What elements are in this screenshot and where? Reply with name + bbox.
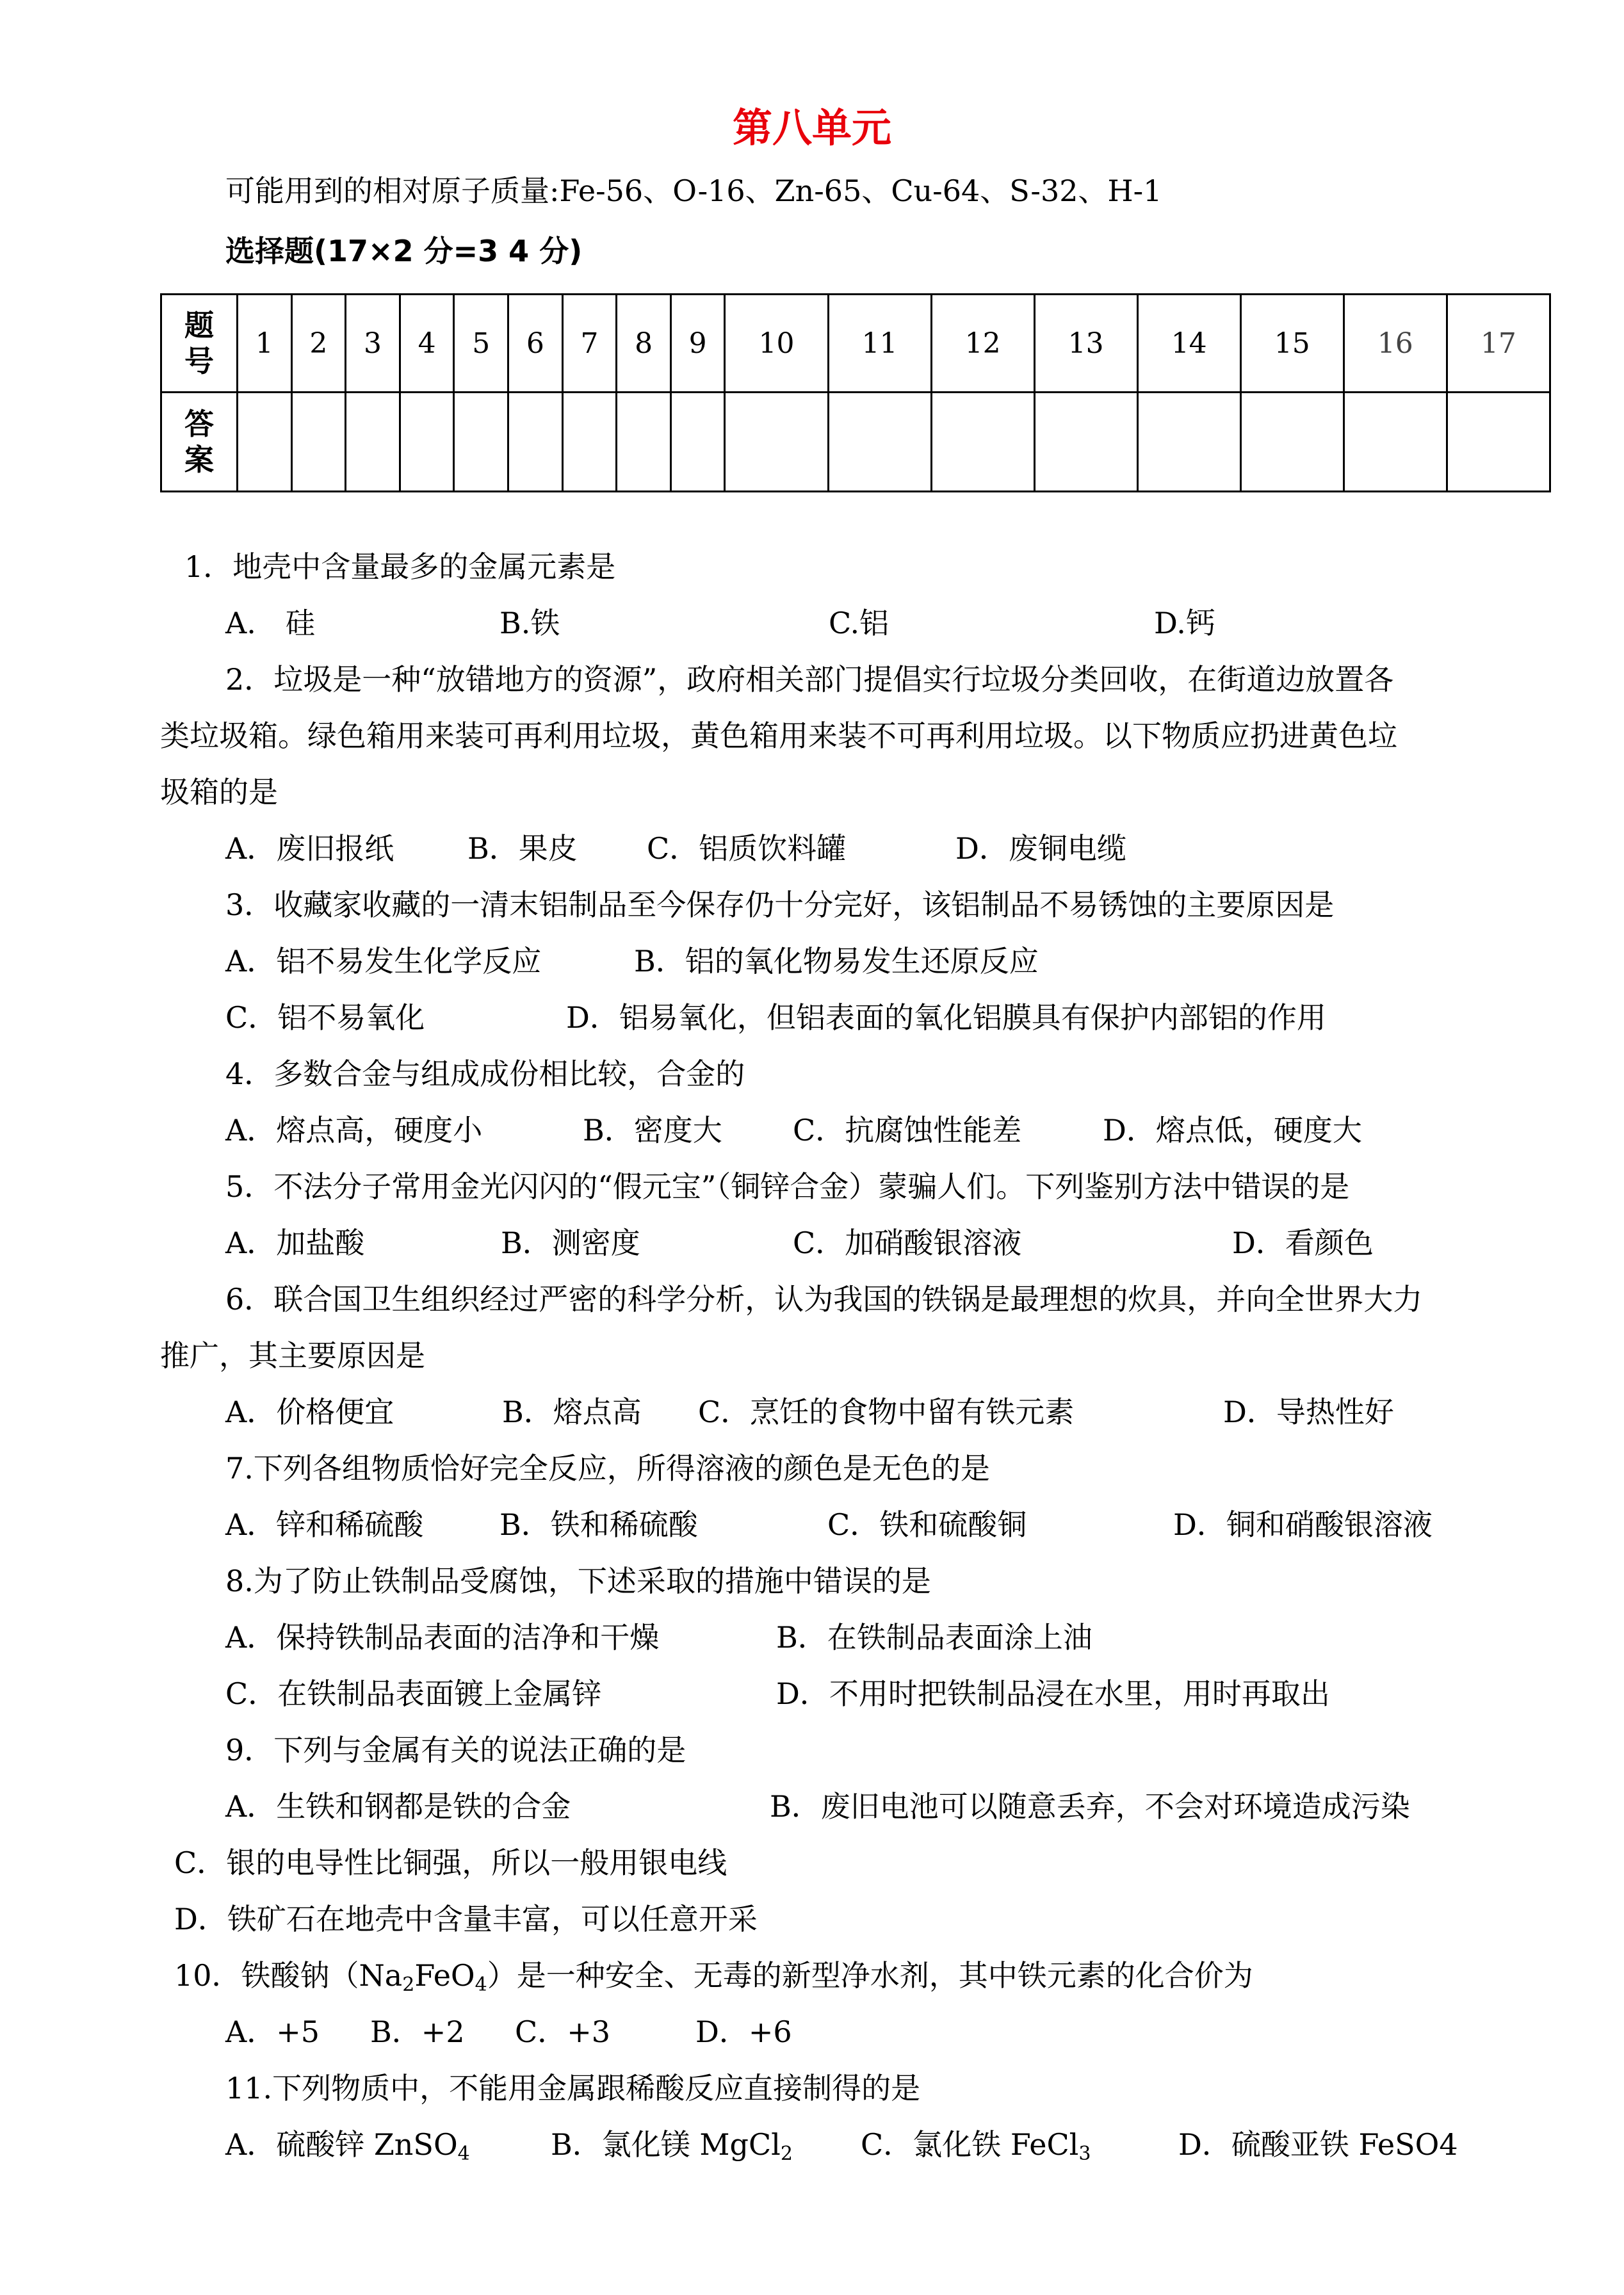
section-heading: 选择题(17×2 分=3 4 分) <box>225 234 583 268</box>
option-c[interactable]: C．烹饪的食物中留有铁元素 <box>698 1395 1075 1429</box>
option-b[interactable]: B．氯化镁 MgCl$_2$ <box>551 2127 793 2165</box>
option-c[interactable]: C．铁和硫酸铜 <box>827 1507 1027 1542</box>
option-c[interactable]: C．加硝酸银溶液 <box>793 1226 1022 1260</box>
answer-cell[interactable] <box>617 393 671 492</box>
answer-cell[interactable] <box>562 393 617 492</box>
option-d[interactable]: D．废铜电缆 <box>955 831 1126 866</box>
option-a[interactable]: A．+5 <box>225 2015 320 2049</box>
answer-cell[interactable] <box>828 393 931 492</box>
option-a[interactable]: A．锌和稀硫酸 <box>225 1507 424 1542</box>
option-a[interactable]: A．废旧报纸 <box>225 831 394 866</box>
answer-cell[interactable] <box>454 393 508 492</box>
question-number-cell: 12 <box>931 295 1034 393</box>
question-2-stem-line1: 2．垃圾是一种“放错地方的资源”，政府相关部门提倡实行垃圾分类回收，在街道边放置各 <box>225 662 1394 697</box>
question-2-stem-line3: 圾箱的是 <box>160 775 278 809</box>
option-c[interactable]: C．铝质饮料罐 <box>647 831 847 866</box>
option-a[interactable]: A．铝不易发生化学反应 <box>225 944 542 978</box>
question-6-stem-line2: 推广，其主要原因是 <box>160 1338 425 1373</box>
question-10-options <box>225 2013 1570 2051</box>
question-number-cell: 17 <box>1447 295 1550 393</box>
option-b[interactable]: B.铁 <box>499 606 560 640</box>
question-number-cell: 1 <box>238 295 292 393</box>
option-c[interactable]: C．氯化铁 FeCl$_3$ <box>861 2127 1091 2165</box>
question-9-stem: 9．下列与金属有关的说法正确的是 <box>225 1733 686 1767</box>
option-a[interactable]: A．生铁和钢都是铁的合金 <box>225 1789 571 1824</box>
question-number-cell: 15 <box>1240 295 1344 393</box>
question-number-cell: 3 <box>346 295 400 393</box>
question-number-row <box>161 295 1550 393</box>
answer-table <box>160 293 1551 492</box>
question-6-stem-line1: 6．联合国卫生组织经过严密的科学分析，认为我国的铁锅是最理想的炊具，并向全世界大力 <box>225 1282 1423 1317</box>
option-d[interactable]: D．铜和硝酸银溶液 <box>1173 1507 1433 1542</box>
option-b[interactable]: B．果皮 <box>467 831 578 866</box>
question-4-stem: 4．多数合金与组成成份相比较，合金的 <box>225 1057 745 1091</box>
option-d[interactable]: D．看颜色 <box>1232 1226 1374 1260</box>
option-b[interactable]: B．密度大 <box>583 1113 722 1148</box>
answer-cell[interactable] <box>291 393 346 492</box>
answer-cell[interactable] <box>931 393 1034 492</box>
question-number-cell: 14 <box>1137 295 1240 393</box>
question-2-options <box>225 829 1570 868</box>
answer-cell[interactable] <box>1137 393 1240 492</box>
question-number-cell: 5 <box>454 295 508 393</box>
option-d[interactable]: D．不用时把铁制品浸在水里，用时再取出 <box>776 1676 1330 1711</box>
option-a[interactable]: A. 硅 <box>225 606 315 640</box>
question-6-options <box>225 1393 1570 1431</box>
option-c[interactable]: C．抗腐蚀性能差 <box>793 1113 1022 1148</box>
question-number-cell: 8 <box>617 295 671 393</box>
option-b[interactable]: B．+2 <box>370 2015 465 2049</box>
option-b[interactable]: B．熔点高 <box>502 1395 642 1429</box>
question-10-stem: 10．铁酸钠$(Na_2FeO_4)$是一种安全、无毒的新型净水剂，其中铁元素的化合价为 <box>174 1958 1253 1996</box>
question-number-cell: 9 <box>670 295 725 393</box>
option-c[interactable]: C．银的电导性比铜强，所以一般用银电线 <box>174 1845 727 1880</box>
question-8-stem: 8.为了防止铁制品受腐蚀，下述采取的措施中错误的是 <box>225 1564 931 1598</box>
answer-cell[interactable] <box>346 393 400 492</box>
question-4-options <box>225 1111 1570 1149</box>
question-number-cell: 2 <box>291 295 346 393</box>
answer-cell[interactable] <box>1447 393 1550 492</box>
question-11-stem: 11.下列物质中，不能用金属跟稀酸反应直接制得的是 <box>225 2071 921 2105</box>
answer-cell[interactable] <box>238 393 292 492</box>
option-b[interactable]: B．铁和稀硫酸 <box>499 1507 698 1542</box>
option-a[interactable]: A．熔点高，硬度小 <box>225 1113 483 1148</box>
option-c[interactable]: C．在铁制品表面镀上金属锌 <box>225 1676 602 1711</box>
option-b[interactable]: B．在铁制品表面涂上油 <box>776 1620 1092 1655</box>
option-d[interactable]: D．铁矿石在地壳中含量丰富，可以任意开采 <box>174 1902 758 1936</box>
option-d[interactable]: D．铝易氧化，但铝表面的氧化铝膜具有保护内部铝的作用 <box>566 1000 1326 1035</box>
option-a[interactable]: A．硫酸锌 ZnSO$_4$ <box>225 2127 470 2165</box>
question-11-options <box>225 2125 1609 2164</box>
option-a[interactable]: A．加盐酸 <box>225 1226 365 1260</box>
option-d[interactable]: D．导热性好 <box>1223 1395 1394 1429</box>
answer-cell[interactable] <box>670 393 725 492</box>
question-7-options <box>225 1505 1570 1544</box>
option-d[interactable]: D．硫酸亚铁 FeSO4 <box>1178 2127 1458 2162</box>
option-d[interactable]: D．+6 <box>695 2015 792 2049</box>
question-number-cell: 11 <box>828 295 931 393</box>
answer-header: 答 案 <box>161 393 238 492</box>
option-b[interactable]: B．铝的氧化物易发生还原反应 <box>634 944 1039 978</box>
question-1-stem: 1．地壳中含量最多的金属元素是 <box>184 549 616 584</box>
question-8-options-row2 <box>225 1675 1570 1713</box>
question-3-options-row1 <box>225 942 1570 980</box>
page-title: 第八单元 <box>732 104 891 151</box>
answer-cell[interactable] <box>1240 393 1344 492</box>
answer-row <box>161 393 1550 492</box>
answer-cell[interactable] <box>508 393 563 492</box>
question-1-options <box>225 604 1570 642</box>
question-number-cell: 16 <box>1344 295 1447 393</box>
question-7-stem: 7.下列各组物质恰好完全反应，所得溶液的颜色是无色的是 <box>225 1451 990 1486</box>
option-d[interactable]: D．熔点低，硬度大 <box>1103 1113 1362 1148</box>
question-5-options <box>225 1224 1570 1262</box>
question-2-stem-line2: 类垃圾箱。绿色箱用来装可再利用垃圾，黄色箱用来装不可再利用垃圾。以下物质应扔进黄色垃 <box>160 718 1397 753</box>
atomic-masses-note: 可能用到的相对原子质量:Fe-56、O-16、Zn-65、Cu-64、S-32、H-1 <box>225 174 1162 208</box>
question-number-header: 题 号 <box>161 295 238 393</box>
option-b[interactable]: B．测密度 <box>501 1226 640 1260</box>
option-c[interactable]: C．+3 <box>515 2015 611 2049</box>
option-d[interactable]: D.钙 <box>1154 606 1215 640</box>
question-number-cell: 10 <box>725 295 828 393</box>
question-8-options-row1 <box>225 1618 1570 1657</box>
question-9-options-row1 <box>225 1787 1570 1826</box>
question-number-cell: 4 <box>400 295 454 393</box>
option-b[interactable]: B．废旧电池可以随意丢弃，不会对环境造成污染 <box>770 1789 1410 1824</box>
answer-cell[interactable] <box>1344 393 1447 492</box>
question-number-cell: 6 <box>508 295 563 393</box>
answer-cell[interactable] <box>1034 393 1137 492</box>
answer-cell[interactable] <box>400 393 454 492</box>
question-3-options-row2 <box>225 998 1570 1037</box>
question-3-stem: 3．收藏家收藏的一清末铝制品至今保存仍十分完好，该铝制品不易锈蚀的主要原因是 <box>225 888 1335 922</box>
question-number-cell: 7 <box>562 295 617 393</box>
question-5-stem: 5．不法分子常用金光闪闪的“假元宝”（铜锌合金）蒙骗人们。下列鉴别方法中错误的是 <box>225 1169 1350 1204</box>
option-a[interactable]: A．保持铁制品表面的洁净和干燥 <box>225 1620 660 1655</box>
option-c[interactable]: C．铝不易氧化 <box>225 1000 425 1035</box>
option-a[interactable]: A．价格便宜 <box>225 1395 394 1429</box>
option-c[interactable]: C.铝 <box>829 606 889 640</box>
question-number-cell: 13 <box>1034 295 1137 393</box>
answer-cell[interactable] <box>725 393 828 492</box>
